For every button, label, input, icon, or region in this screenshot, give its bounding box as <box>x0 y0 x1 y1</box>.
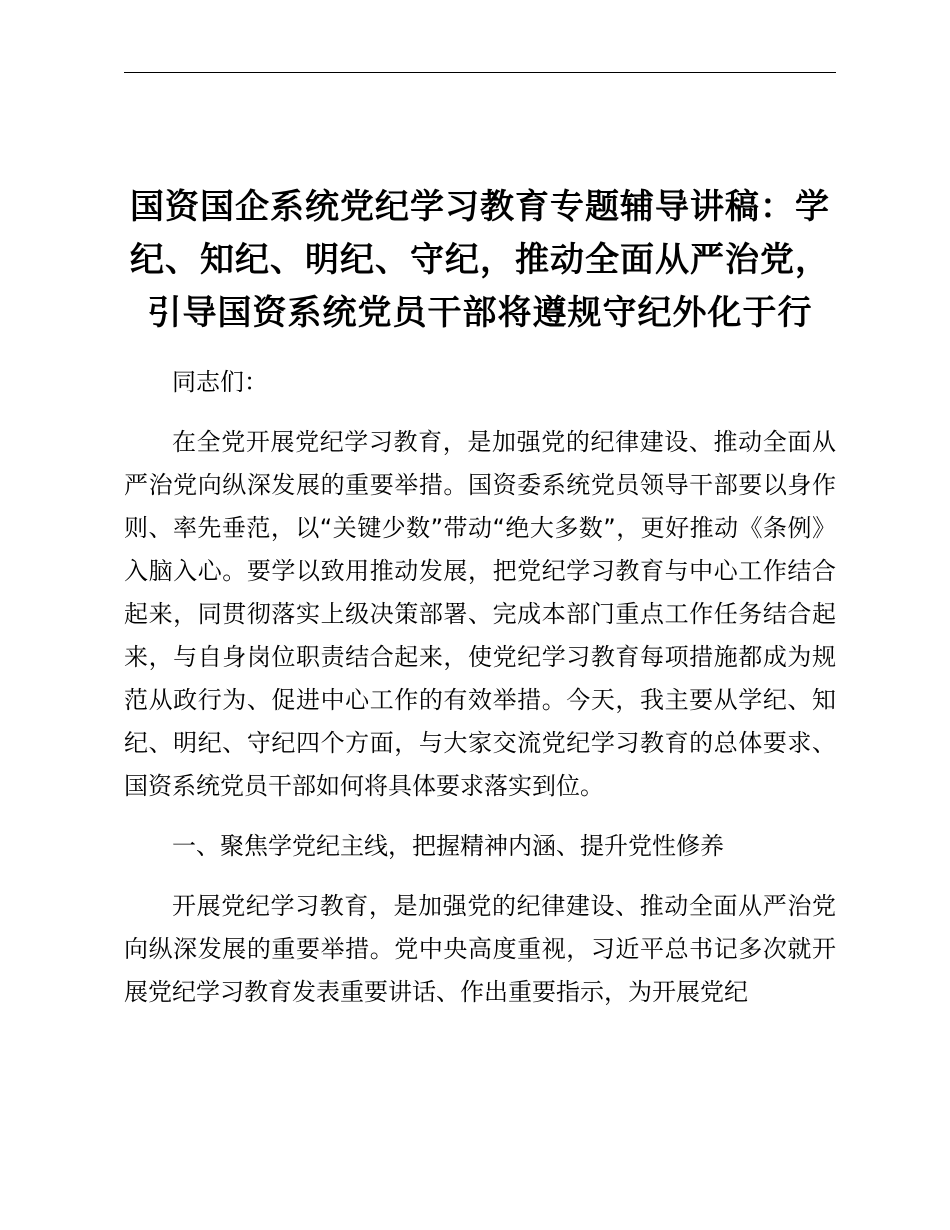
paragraph-section-1: 开展党纪学习教育，是加强党的纪律建设、推动全面从严治党向纵深发展的重要举措。党中央高度重视，习近平总书记多次就开展党纪学习教育发表重要讲话、作出重要指示，为开展党纪 <box>124 892 836 1006</box>
title-line-3: 引导国资系统党员干部将遵规守纪外化于行 <box>147 293 813 333</box>
title-line-2: 纪、知纪、明纪、守纪，推动全面从严治党， <box>130 240 830 280</box>
document-body <box>124 181 836 1014</box>
document-title <box>124 181 836 340</box>
title-line-1: 国资国企系统党纪学习教育专题辅导讲稿：学 <box>130 187 830 227</box>
salutation: 同志们： <box>172 368 268 396</box>
section-heading-1: 一、聚焦学党纪主线，把握精神内涵、提升党性修养 <box>172 832 724 860</box>
header-rule <box>124 72 836 73</box>
paragraph-intro: 在全党开展党纪学习教育，是加强党的纪律建设、推动全面从严治党向纵深发展的重要举措。国资委系统党员领导干部要以身作则、率先垂范，以“关键少数”带动“绝大多数”，更好推动《条例》入脑入心。要学以致用推动发展，把党纪学习教育与中心工作结合起来，同贯彻落实上级决策部署、完成本部门重点工作任务结合起来，与自身岗位职责结合起来，使党纪学习教育每项措施都成为规范从政行为、促进中心工作的有效举措。今天，我主要从学纪、知纪、明纪、守纪四个方面，与大家交流党纪学习教育的总体要求、国资系统党员干部如何将具体要求落实到位。 <box>124 428 836 800</box>
